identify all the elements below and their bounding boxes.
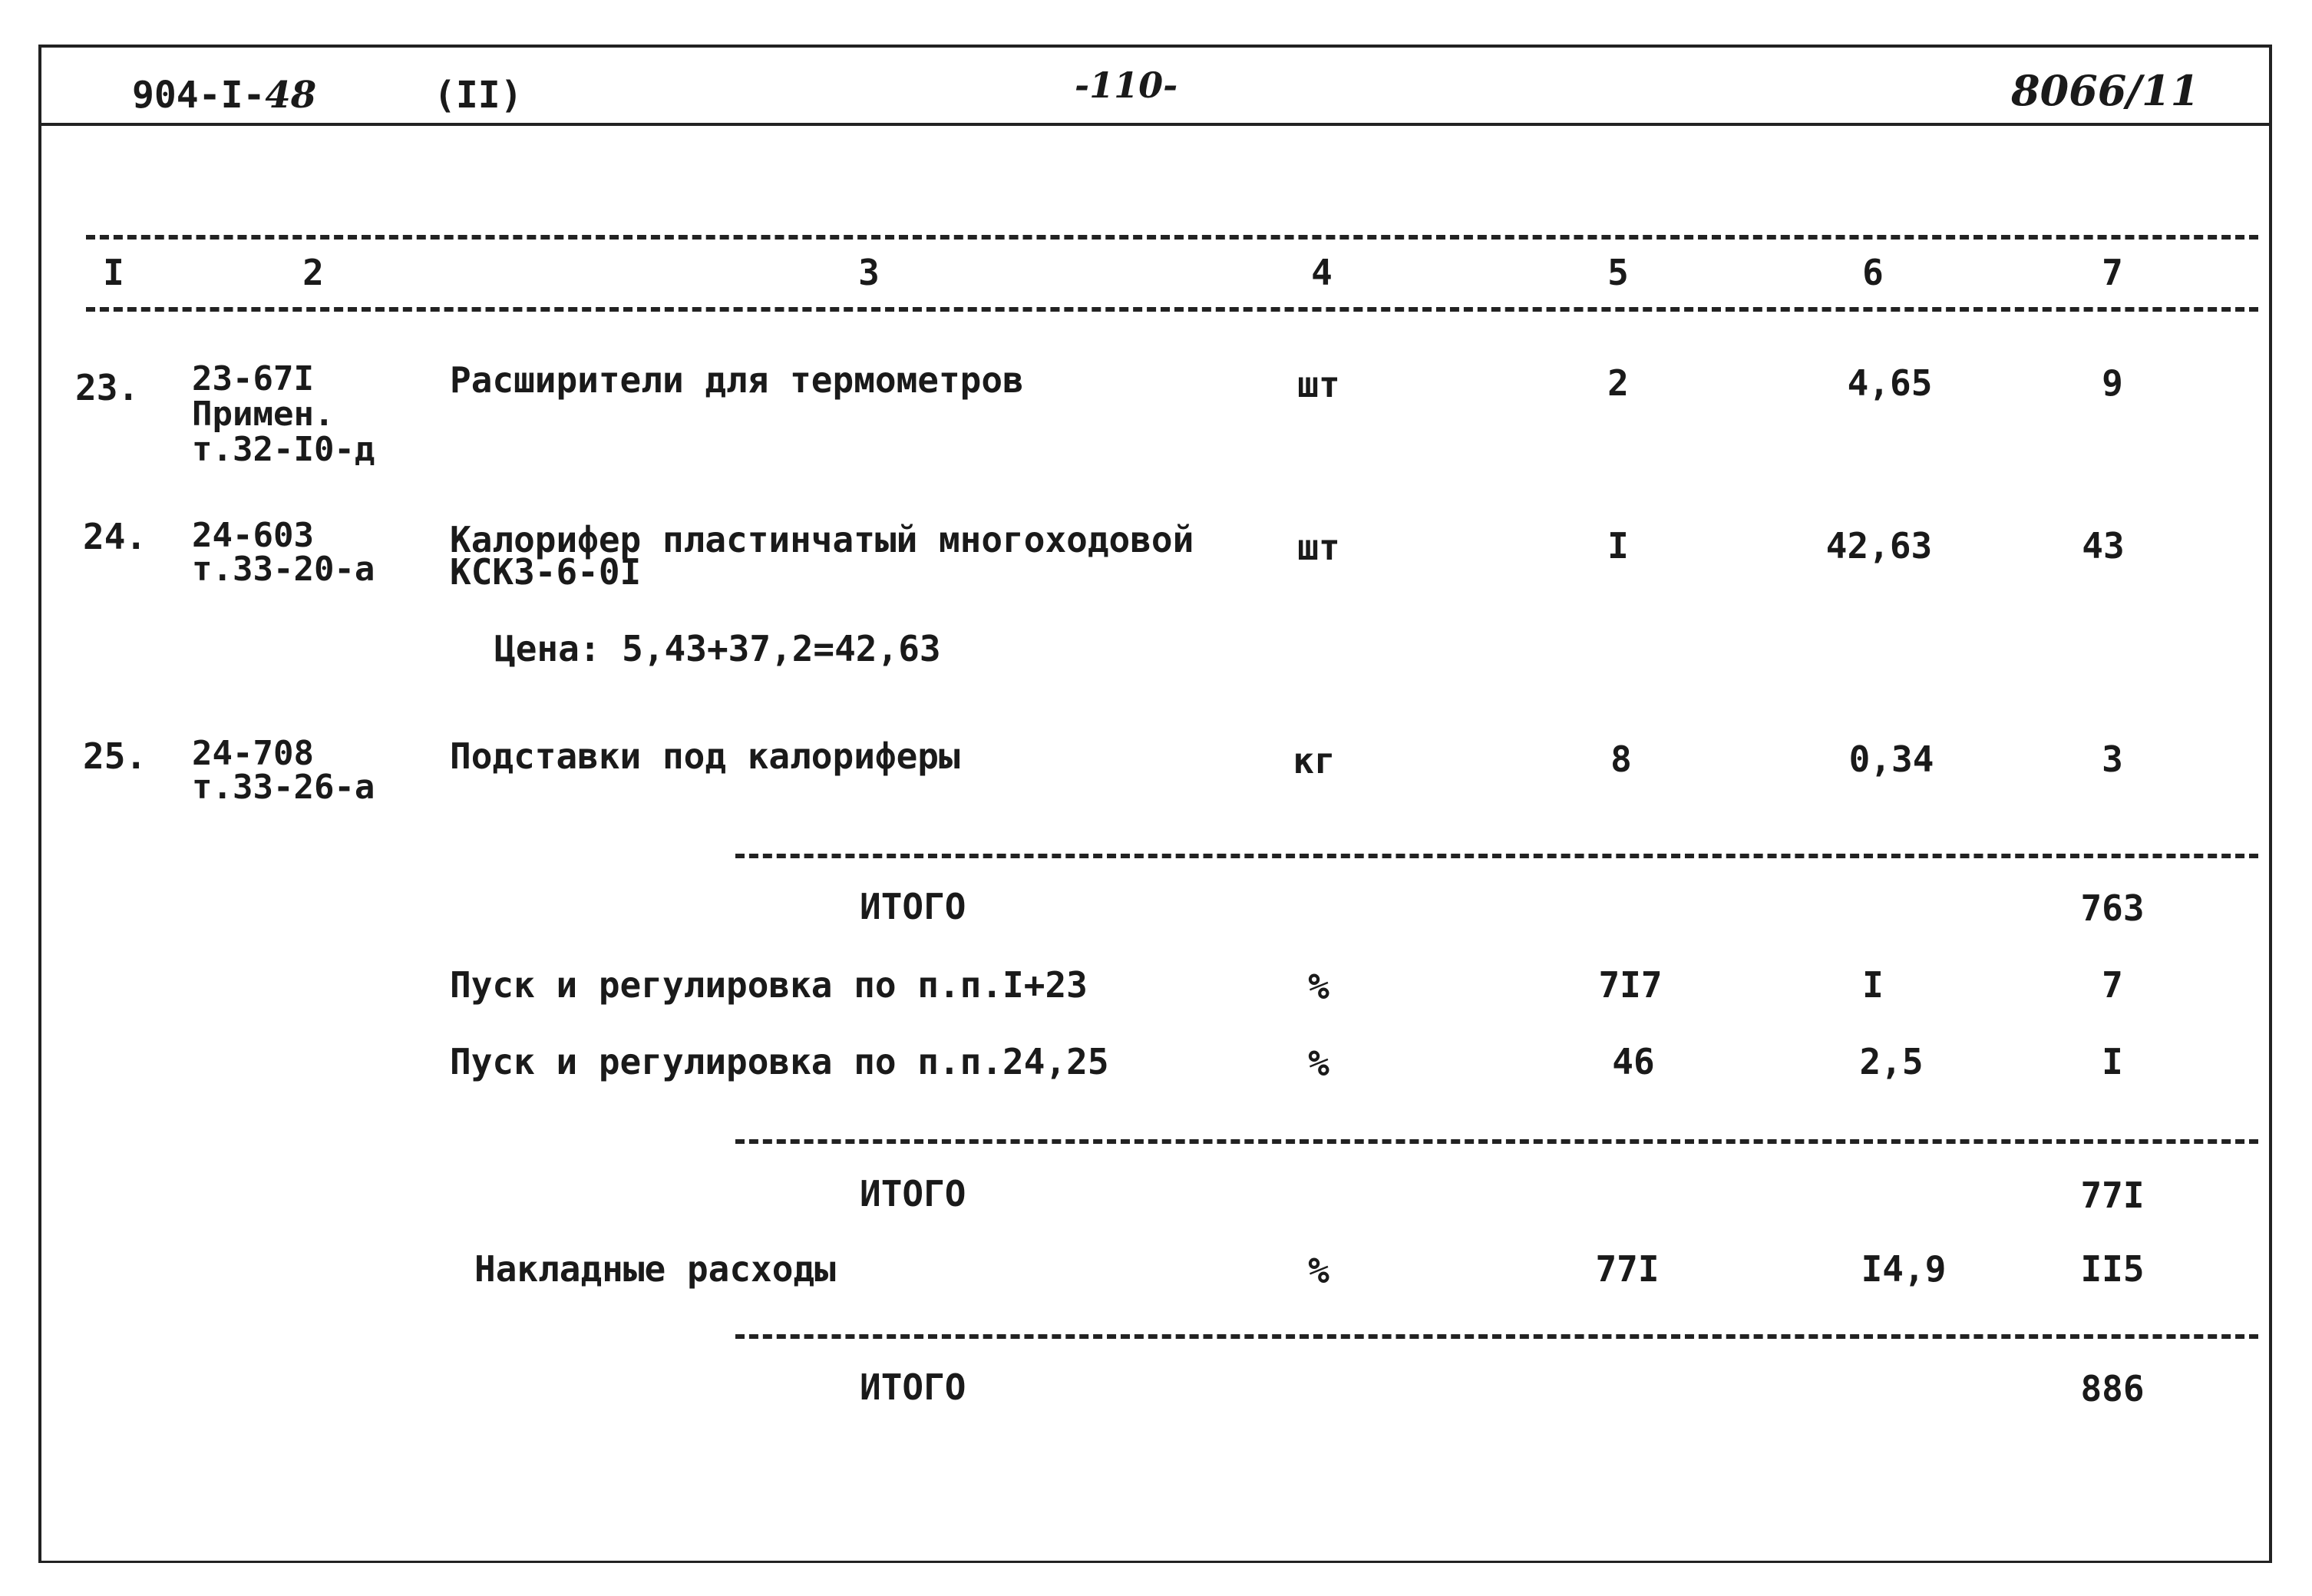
- start-adjust-2-base: 46: [1612, 1041, 1655, 1082]
- start-adjust-2-rate: 2,5: [1859, 1041, 1924, 1082]
- start-adjust-1-value: 7: [2102, 964, 2123, 1006]
- row-24-code-1: 24-603: [192, 516, 314, 555]
- col-header-7: 7: [2102, 252, 2123, 293]
- start-adjust-1-unit: %: [1308, 966, 1329, 1007]
- start-adjust-1-base: 7I7: [1598, 964, 1663, 1006]
- grand-total-label: ИТОГО: [860, 1366, 966, 1408]
- col-header-1: I: [103, 252, 124, 293]
- subtotal-rule-3: [735, 1334, 2258, 1339]
- row-25-name: Подставки под калориферы: [450, 735, 960, 777]
- column-header-bottom-rule: [86, 307, 2258, 312]
- start-adjust-2-unit: %: [1308, 1043, 1329, 1084]
- row-23-number: 23.: [75, 367, 140, 408]
- row-24-unit: шт: [1297, 527, 1340, 568]
- col-header-6: 6: [1862, 252, 1884, 293]
- row-24-name-2: КСК3-6-0I: [450, 551, 642, 593]
- row-23-name: Расширители для термометров: [450, 359, 1024, 401]
- subtotal-2-value: 77I: [2080, 1175, 2145, 1216]
- row-24-price-note: Цена: 5,43+37,2=42,63: [494, 628, 941, 669]
- start-adjust-1-label: Пуск и регулировка по п.п.I+23: [450, 964, 1088, 1006]
- row-24-name-1: Калорифер пластинчатый многоходовой: [450, 519, 1194, 560]
- page-number: -110-: [1075, 64, 1178, 106]
- row-23-unit: шт: [1297, 364, 1340, 405]
- row-24-total: 43: [2082, 525, 2125, 567]
- row-25-price: 0,34: [1848, 739, 1934, 780]
- start-adjust-2-label: Пуск и регулировка по п.п.24,25: [450, 1041, 1109, 1082]
- col-header-3: 3: [858, 252, 880, 293]
- subtotal-2-label: ИТОГО: [860, 1173, 966, 1214]
- section-number: (II): [434, 74, 523, 117]
- row-23-price: 4,65: [1847, 362, 1933, 404]
- row-24-price: 42,63: [1825, 525, 1933, 567]
- start-adjust-2-value: I: [2102, 1041, 2123, 1082]
- row-25-code-1: 24-708: [192, 734, 314, 773]
- grand-total-value: 886: [2080, 1368, 2145, 1409]
- subtotal-rule-1: [735, 854, 2258, 858]
- row-24-code-2: т.33-20-а: [192, 550, 375, 589]
- row-25-total: 3: [2102, 739, 2123, 780]
- start-adjust-1-rate: I: [1862, 964, 1884, 1006]
- row-23-total: 9: [2102, 362, 2123, 404]
- row-23-qty: 2: [1607, 362, 1629, 404]
- overhead-label: Накладные расходы: [474, 1248, 836, 1290]
- row-25-qty: 8: [1610, 739, 1632, 780]
- doc-code-handwritten: 48: [265, 74, 317, 117]
- row-25-code-2: т.33-26-а: [192, 768, 375, 807]
- column-header-top-rule: [86, 235, 2258, 240]
- col-header-5: 5: [1607, 252, 1629, 293]
- row-24-number: 24.: [83, 516, 147, 557]
- overhead-rate: I4,9: [1861, 1248, 1947, 1290]
- sheet-reference: 8066/11: [2011, 66, 2200, 115]
- overhead-unit: %: [1308, 1250, 1329, 1291]
- row-23-code-2: Примен.: [192, 395, 335, 434]
- row-24-qty: I: [1607, 525, 1629, 567]
- subtotal-1-value: 763: [2080, 887, 2145, 929]
- col-header-2: 2: [302, 252, 324, 293]
- row-25-number: 25.: [83, 735, 147, 777]
- doc-code-prefix: 904-I-: [132, 74, 266, 117]
- row-25-unit: кг: [1293, 740, 1336, 781]
- col-header-4: 4: [1311, 252, 1333, 293]
- row-23-code-3: т.32-I0-д: [192, 430, 375, 469]
- overhead-value: II5: [2080, 1248, 2145, 1290]
- doc-code: [132, 74, 316, 117]
- subtotal-rule-2: [735, 1139, 2258, 1144]
- row-23-code-1: 23-67I: [192, 359, 314, 398]
- subtotal-1-label: ИТОГО: [860, 886, 966, 927]
- header-rule: [40, 123, 2271, 126]
- overhead-base: 77I: [1595, 1248, 1660, 1290]
